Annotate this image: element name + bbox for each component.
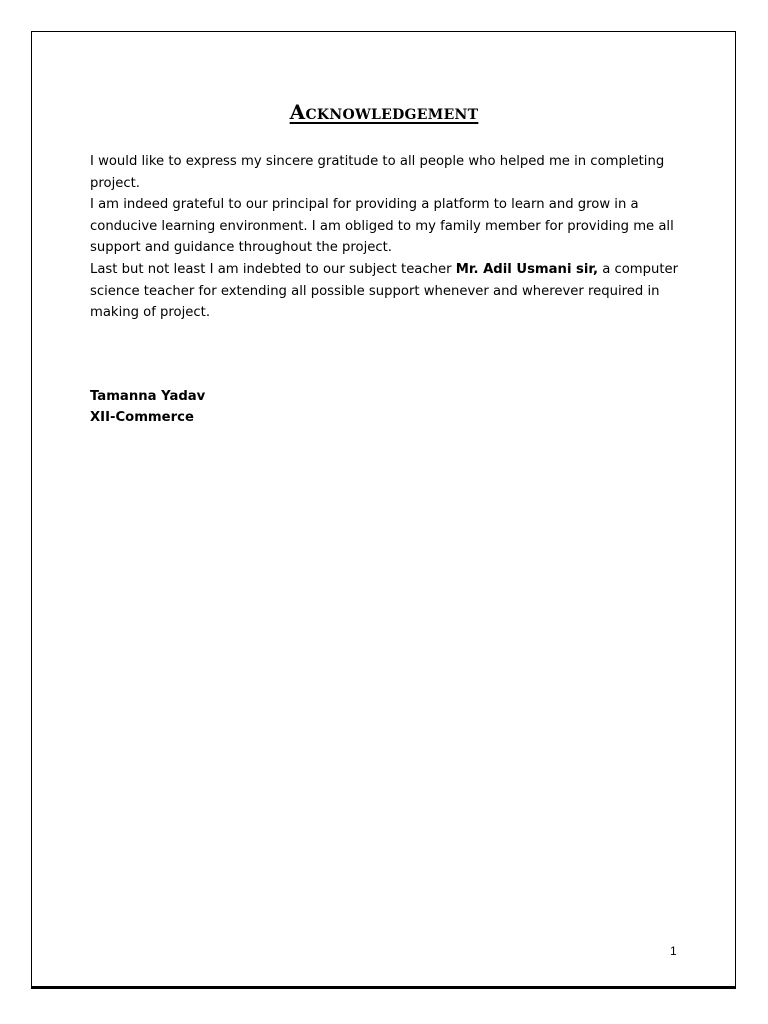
teacher-name: Mr. Adil Usmani sir, (455, 261, 598, 277)
acknowledgement-body (90, 151, 690, 324)
paragraph-teacher-intro: Last but not least I am indebted to our subject teacher (90, 261, 456, 277)
signature-block (90, 386, 205, 428)
author-name: Tamanna Yadav (90, 389, 206, 404)
document-title: Acknowledgement (289, 100, 479, 124)
page-number: 1 (670, 944, 677, 958)
paragraph-teacher (90, 259, 690, 324)
paragraph-principal: I am indeed grateful to our principal for providing a platform to learn and grow in a conducive learning environment. I am obliged to my family member for providing me all support and guidance throughout the project. (90, 197, 674, 256)
paragraph-teacher-rest: a computer science teacher for extending all possible support whenever and wherever required in making of project. (90, 261, 679, 321)
paragraph-gratitude: I would like to express my sincere gratitude to all people who helped me in completing project. (90, 154, 665, 191)
author-class: XII-Commerce (90, 410, 194, 425)
